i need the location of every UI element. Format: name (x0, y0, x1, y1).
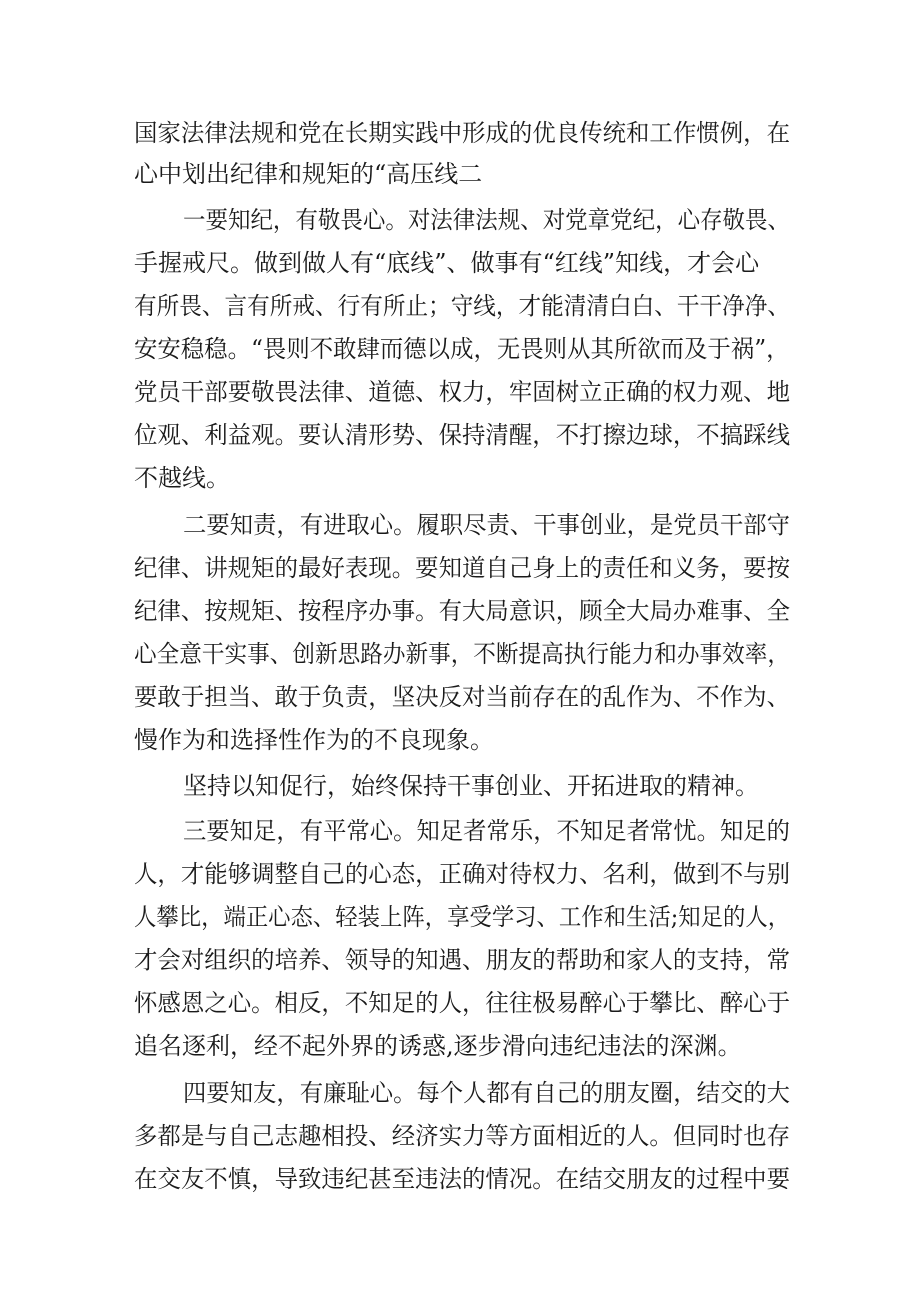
text-line: 手握戒尺。做到做人有“底线”、做事有“红线”知线，才会心 (134, 249, 760, 277)
text-line: 在交友不慎，导致违纪甚至违法的情况。在结交朋友的过程中要 (134, 1165, 790, 1193)
text-line: 慢作为和选择性作为的不良现象。 (134, 726, 494, 754)
text-line: 位观、利益观。要认清形势、保持清醒，不打擦边球，不搞踩线 (134, 421, 790, 449)
text-line: 心中划出纪律和规矩的“高压线二 (134, 160, 483, 188)
text-line: 人攀比，端正心态、轻装上阵，享受学习、工作和生活;知足的人， (134, 903, 791, 931)
text-line: 怀感恩之心。相反，不知足的人，往往极易醉心于攀比、醉心于 (134, 989, 790, 1017)
text-line: 纪律、按规矩、按程序办事。有大局意识，顾全大局办难事、全 (134, 597, 790, 625)
text-line: 人，才能够调整自己的心态，正确对待权力、名利，做到不与别 (134, 860, 790, 888)
text-line: 党员干部要敬畏法律、道德、权力，牢固树立正确的权力观、地 (134, 378, 790, 406)
text-line: 有所畏、言有所戒、行有所止；守线，才能清清白白、干干净净、 (134, 292, 790, 320)
text-line: 国家法律法规和党在长期实践中形成的优良传统和工作惯例，在 (134, 119, 790, 147)
text-line: 不越线。 (134, 464, 230, 492)
text-line: 才会对组织的培养、领导的知遇、朋友的帮助和家人的支持，常 (134, 946, 790, 974)
text-line: 要敢于担当、敢于负责，坚决反对当前存在的乱作为、不作为、 (134, 683, 790, 711)
paragraph-first-line: 三要知足，有平常心。知足者常乐，不知足者常忧。知足的 (183, 817, 790, 845)
paragraph-first-line: 坚持以知促行，始终保持干事创业、开拓进取的精神。 (183, 772, 759, 800)
paragraph-first-line: 一要知纪，有敬畏心。对法律法规、对党章党纪，心存敬畏、 (183, 206, 790, 234)
paragraph-first-line: 二要知责，有进取心。履职尽责、干事创业，是党员干部守 (183, 511, 790, 539)
text-line: 安安稳稳。“畏则不敢肆而德以成，无畏则从其所欲而及于祸”， (134, 335, 790, 363)
text-line: 追名逐利，经不起外界的诱惑,逐步滑向违纪违法的深渊。 (134, 1032, 742, 1060)
text-line: 多都是与自己志趣相投、经济实力等方面相近的人。但同时也存 (134, 1122, 790, 1150)
text-line: 心全意干实事、创新思路办新事，不断提高执行能力和办事效率， (134, 640, 790, 668)
text-line: 纪律、讲规矩的最好表现。要知道自己身上的责任和义务，要按 (134, 554, 790, 582)
paragraph-first-line: 四要知友，有廉耻心。每个人都有自己的朋友圈，结交的大 (183, 1079, 790, 1107)
